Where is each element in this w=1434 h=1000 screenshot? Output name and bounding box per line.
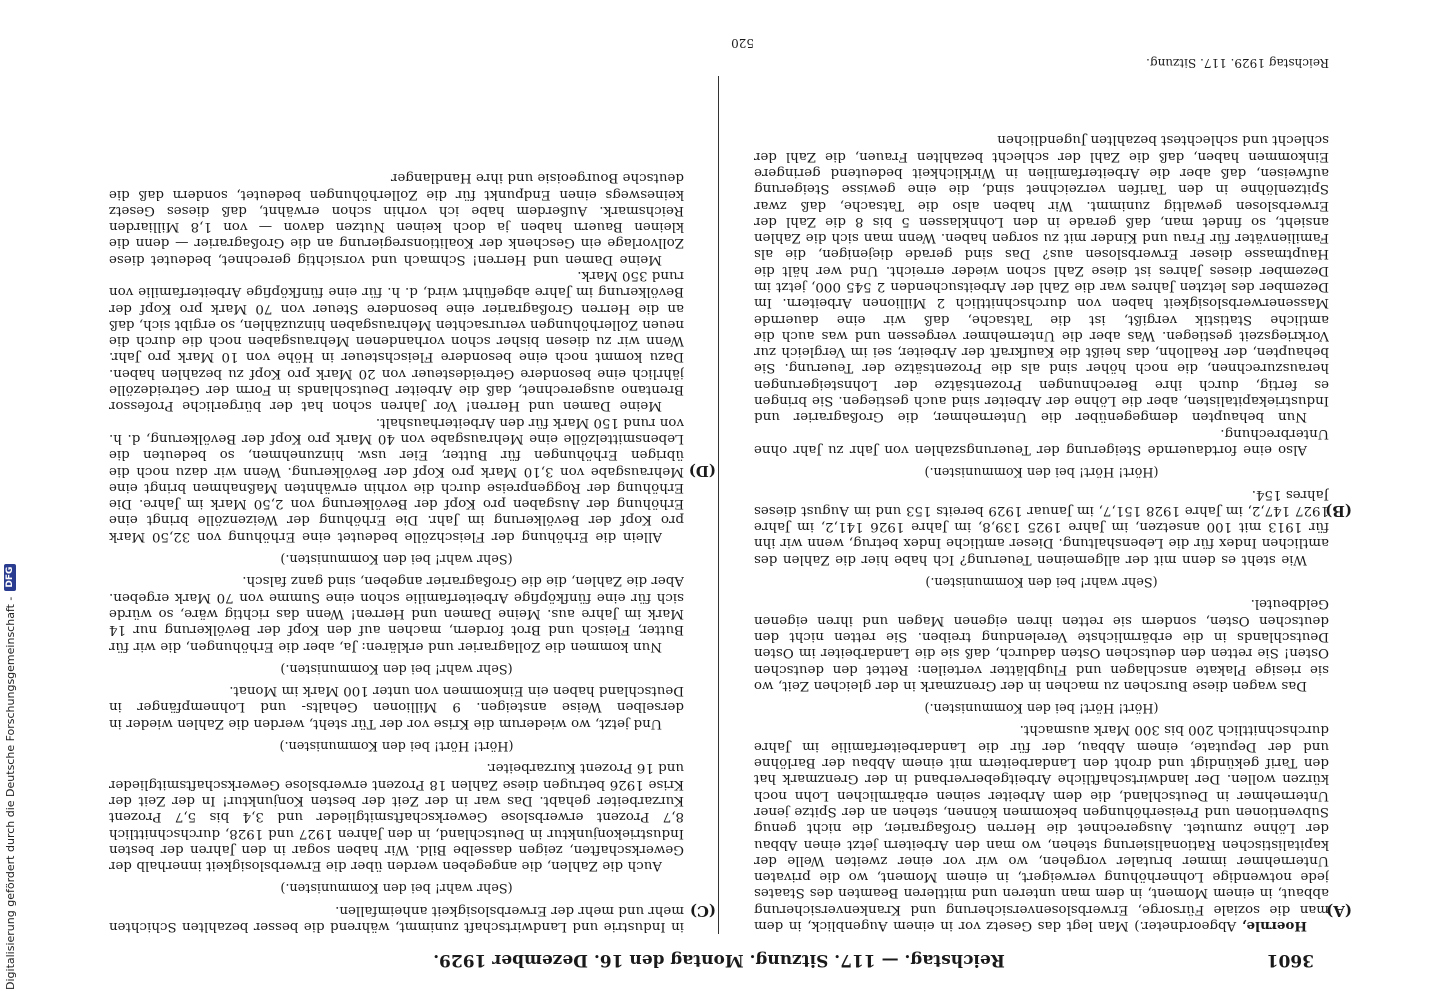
header-page-number: 3601 <box>1266 950 1314 970</box>
paragraph: Meine Damen und Herren! Vor Jahren schon hat der bürgerliche Professor Brentano ausgerechnet, daß die Arbeiter Deutschlands in Form der Getreidezölle jährlich eine besondere Getreidesteuer von 20 Mark pro Kopf zu bezahlen haben. Dazu kommt noch eine besondere Fleischsteuer in Höhe von 10 Mark pro Jahr. Wenn wir zu diesen bisher schon vorhandenen Mehrausgaben noch die durch die neuen Zollerhöhungen verursachten Mehrausgaben hinzuzählen, so ergibt sich, daß an die Herren Großagrarier eine besondere Steuer von 70 Mark pro Kopf der Bevölkerung im Jahre abgeführt wird, d. h. für eine fünfköpfige Arbeiterfamilie von rund 350 Mark. <box>109 268 684 414</box>
interjection: (Sehr wahr! bei den Kommunisten.) <box>280 880 513 896</box>
dfg-watermark <box>0 0 20 1000</box>
column-divider <box>718 76 719 934</box>
paragraph: Nun kommen die Zollagrarier und erklären: Ja, aber die Erhöhungen, die wir für Butter, Fleisch und Brot fordern, machen auf den Kopf der Bevölkerung nur 14 Mark im Jahre aus. Meine Damen und Herren! Wenn das richtig wäre, so würde sich für eine fünfköpfige Arbeiterfamilie schon eine Summe von 70 Mark ergeben. Aber die Zahlen, die die Großagrarier angeben, sind ganz falsch. <box>109 573 684 654</box>
dfg-logo: DFG <box>4 564 16 591</box>
paragraph <box>754 721 1329 934</box>
paragraph: Also eine fortdauernde Steigerung der Teuerungszahlen von Jahr zu Jahr ohne Unterbrechung. <box>754 425 1329 457</box>
speaker-name: Hoernle, <box>1241 918 1307 934</box>
interjection: (Sehr wahr! bei den Kommunisten.) <box>280 551 513 567</box>
paragraph: Wie steht es denn mit der allgemeinen Teuerung? Ich habe hier die Zahlen des amtlichen Index für die Lebenshaltung. Dieser amtliche Index betrug, wenn wir ihn für 1913 mit 100 ansetzen, im Jahre 1925 139,8, im Jahre 1926 141,2, im Jahre 1927 147,2, im Jahre 1928 151,7, im Januar 1929 bereits 153 und im August dieses Jahres 154. <box>754 486 1329 567</box>
interjection: (Hört! Hört! bei den Kommunisten.) <box>279 738 514 754</box>
margin-mark-b: (B) <box>1325 502 1352 520</box>
watermark-text: Digitalisierung gefördert durch die Deutsche Forschungsgemeinschaft - <box>3 596 17 990</box>
interjection: (Sehr wahr! bei den Kommunisten.) <box>925 574 1158 590</box>
margin-mark-d: (D) <box>688 462 716 480</box>
footer-session: Reichstag 1929. 117. Sitzung. <box>1146 56 1329 70</box>
paragraph: Und jetzt, wo wiederum die Krise vor der Tür steht, werden die Zahlen wieder in derselben Weise ansteigen. 9 Millionen Gehalts- und Lohnempfänger in Deutschland haben ein Einkommen von unter 100 Mark im Monat. <box>109 683 684 731</box>
paragraph: Nun behaupten demgegenüber die Unternehmer, die Großagrarier und Industriekapitalisten, aber die Löhne der Arbeiter sind auch gestiegen. Sie bringen es fertig, durch ihre Berechnungen Prozentsätze der Lohnsteigerungen herauszurechnen, die noch höher sind als die Prozentsätze der Teuerung. Sie behaupten, der Reallohn, das heißt die Kaufkraft der Arbeiter, sei im Vergleich zur Vorkriegszeit gestiegen. Was aber die Unternehmer vergessen und was auch die amtliche Statistik vergißt, ist die Tatsache, daß wir eine dauernde Massenerwerbslosigkeit haben von durchschnittlich 2 Millionen Arbeitern. Im Dezember des letzten Jahres war die Zahl der Arbeitsuchenden 2 545 000, jetzt im Dezember dieses Jahres ist diese Zahl schon wieder erreicht. Und wer hält die Hauptmasse dieser Erwerbslosen aus? Das sind gerade diejenigen, die als Familienväter für Frau und Kinder mit zu sorgen haben. Wenn man sich die Zahlen ansieht, so findet man, daß gerade in den Lohnklassen 5 bis 8 die Zahl der Erwerbslosen gewaltig zunimmt. Wir haben also die Tatsache, daß zwar Spitzenlöhne in den Tarifen verzeichnet sind, die eine gewisse Steigerung aufweisen, daß aber die Arbeiterfamilien in Wirklichkeit bedeutend geringere Einkommen haben, daß die Zahl der schlecht bezahlten Frauen, die Zahl der schlecht und schlechtest bezahlten Jugendlichen <box>754 132 1329 425</box>
paragraph: Das wagen diese Burschen zu machen in der Grenzmark in der gleichen Zeit, wo sie riesige Plakate anschlagen und Flugblätter verteilen: Rettet den deutschen Osten! Sie retten den deutschen Osten dadurch, daß sie die Landarbeiter im Osten Deutschlands in die erbärmlichste Verelendung treiben. Sie retten nicht den deutschen Osten, sondern sie retten ihren eigenen Magen und ihren eigenen Geldbeutel. <box>754 596 1329 693</box>
paragraph: Allein die Erhöhung der Fleischzölle bedeutet eine Erhöhung von 32,50 Mark pro Kopf der Bevölkerung im Jahr. Die Erhöhung der Weizenzölle bringt eine Erhöhung der Ausgaben pro Kopf der Bevölkerung von 2,50 Mark im Jahre. Die Erhöhung der Roggenpreise durch die vorhin erwähnten Maßnahmen bringt eine Mehrausgabe von 3,10 Mark pro Kopf der Bevölkerung. Wenn wir dazu noch die übrigen Erhöhungen für Butter, Eier usw. hinzunehmen, so bedeuten die Lebensmittelzölle eine Mehrausgabe von 40 Mark pro Kopf der Bevölkerung, d. h. von rund 150 Mark für den Arbeiterhaushalt. <box>109 414 684 544</box>
interjection: (Sehr wahr! bei den Kommunisten.) <box>280 660 513 676</box>
paragraph: Auch die Zahlen, die angegeben werden über die Erwerbslosigkeit innerhalb der Gewerkschaften, zeigen dasselbe Bild. Wir haben sogar in den Jahren der besten Industriekonjunktur in Deutschland, in den Jahren 1927 und 1928, durchschnittlich 8,7 Prozent erwerbslose Gewerkschaftsmitglieder und 3,4 bis 5,7 Prozent Kurzarbeiter gehabt. Das war in der Zeit der besten Konjunktur! In der Zeit der Krise 1926 betrugen diese Zahlen 18 Prozent erwerbslose Gewerkschaftsmitglieder und 16 Prozent Kurzarbeiter. <box>109 760 684 874</box>
right-text-column <box>109 70 684 934</box>
interjection: (Hört! Hört! bei den Kommunisten.) <box>924 464 1159 480</box>
margin-mark-c: (C) <box>689 902 716 920</box>
speaker-role: Abgeordneter.) <box>1134 918 1242 933</box>
footer-page-number: 520 <box>731 36 754 50</box>
paragraph: Meine Damen und Herren! Schmach und vorsichtig gerechnet, bedeutet diese Zollvorlage ein Geschenk der Koalitionsregierung an die Großagrarier — denn die kleinen Bauern haben ja doch keinen Nutzen davon — von 1,8 Milliarden Reichsmark. Außerdem habe ich vorhin schon erwähnt, daß dieses Gesetz keineswegs einen Endpunkt für die Zollerhöhungen bedeutet, sondern daß die deutsche Bourgeoisie und ihre Handlanger <box>109 170 684 267</box>
left-text-column <box>754 80 1329 934</box>
paragraph-text: Man legt das Gesetz vor in einem Augenblick, in dem man die soziale Fürsorge, Erwerbslosenversicherung und Krankenversicherung abbaut, in einem Moment, in dem man unteren und mittleren Beamten des Staates jede notwendige Lohnerhöhung verweigert, in einem Moment, wo die privaten Unternehmer immer brutaler vorgehen, wo wir vor einer zweiten Welle der kapitalistischen Rationalisierung stehen, wo man den Arbeitern jetzt einen Abbau der Löhne zumutet. Ausgerechnet die Herren Großagrarier, die nicht genug Subventionen und Preiserhöhungen bekommen können, stehen an der Spitze jener Unternehmer in Deutschland, die dem Arbeiter seinen erbärmlichen Lohn noch kürzen wollen. Der landwirtschaftliche Arbeitgeberverband in der Grenzmark hat den Tarif gekündigt und droht den Landarbeitern mit einem Abbau der Barlöhne und der Deputate, einem Abbau, der für die Landarbeiterfamilie im Jahre durchschnittlich 200 bis 300 Mark ausmacht. <box>754 722 1329 933</box>
header-title: Reichstag. — 117. Sitzung. Montag den 16. Dezember 1929. <box>433 950 1005 970</box>
interjection: (Hört! Hört! bei den Kommunisten.) <box>924 700 1159 716</box>
margin-mark-a: (A) <box>1326 902 1352 920</box>
paragraph: in Industrie und Landwirtschaft zunimmt, während die besser bezahlten Schichten mehr und mehr der Erwerbslosigkeit anheimfallen. <box>109 902 684 934</box>
page-header <box>124 946 1314 976</box>
